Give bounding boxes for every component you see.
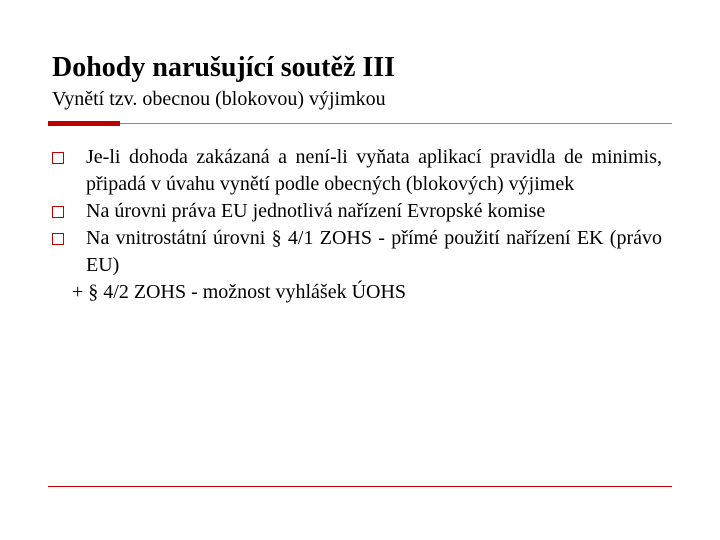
bullet-list: [52, 144, 662, 306]
square-bullet-icon: [52, 152, 64, 164]
slide-title: Dohody narušující soutěž III: [52, 52, 396, 83]
bullet-text: Na úrovni práva EU jednotlivá nařízení Evropské komise: [86, 200, 546, 222]
title-divider: [48, 123, 672, 124]
bullet-item: [52, 198, 662, 225]
slide-subtitle: Vynětí tzv. obecnou (blokovou) výjimkou: [52, 88, 386, 110]
square-bullet-icon: [52, 206, 64, 218]
bullet-text: Na vnitrostátní úrovni § 4/1 ZOHS - přímé použití nařízení EK (právo EU): [86, 227, 662, 276]
bullet-item: [52, 225, 662, 279]
title-accent-bar: [48, 121, 120, 126]
square-bullet-icon: [52, 233, 64, 245]
footer-divider: [48, 486, 672, 487]
bullet-text: Je-li dohoda zakázaná a není-li vyňata aplikací pravidla de minimis, připadá v úvahu vynětí podle obecných (blokových) výjimek: [86, 146, 662, 195]
continuation-line: + § 4/2 ZOHS - možnost vyhlášek ÚOHS: [72, 281, 407, 303]
bullet-item: [52, 144, 662, 198]
